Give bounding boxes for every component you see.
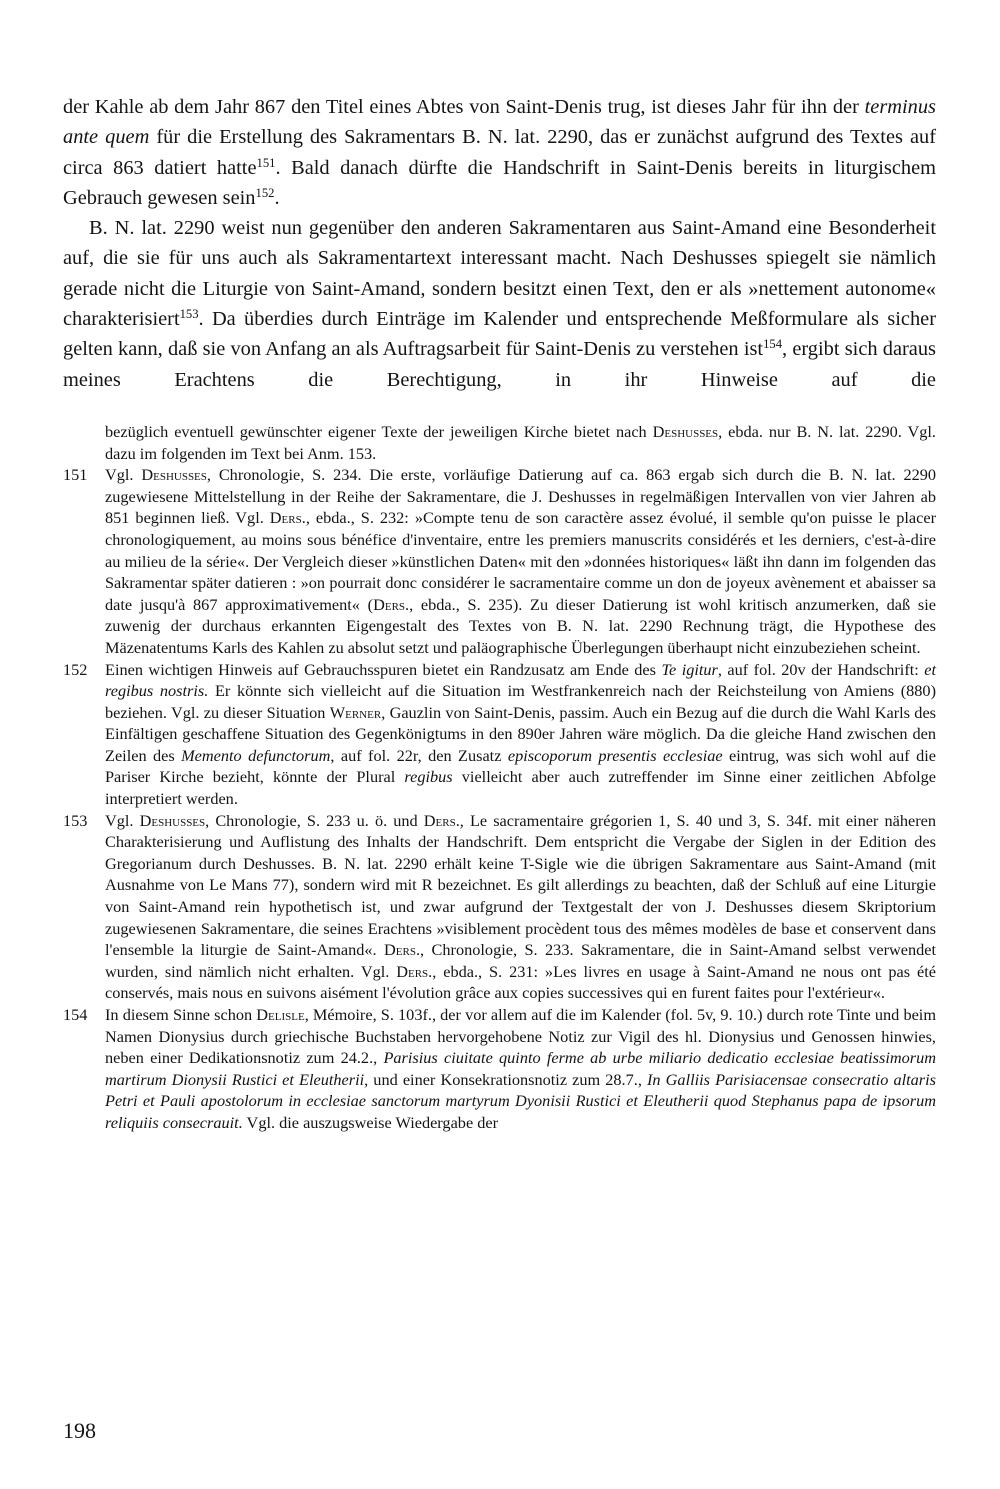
italic-run: terminus ante quem [63,96,936,149]
text-run: für die Erstellung des Sakramentars B. N. lat. 2290, das er zunächst aufgrund des Textes auf circa 863 datiert hatte [63,126,937,179]
text-run: eintrug, was sich wohl auf die Pariser Kirche bezieht, könnte der Plural [105,745,936,787]
text-run: Vgl. [105,810,140,830]
text-run: , auf fol. 22r, den Zusatz [330,745,508,765]
text-run: , Chronologie, S. 233. Sakramentare, die in Saint-Amand selbst verwendet wurden, sind nämlich nicht erhalten. Vgl. [105,940,937,981]
text-run: , ebda., S. 235). Zu dieser Datierung ist wohl kritisch anzumerken, daß sie zuwenig der durchaus erkannten Eigengestalt des Textes von B. N. lat. 2290 Rechnung trägt, die Hypothese des Mäzenatentums Karls des Kahlen zu absolut setzt und paläographische Überlegungen überhaupt nicht einzubeziehen scheint. [105,594,937,657]
author-name: Ders. [373,594,410,614]
footnote-ref-154[interactable]: 154 [763,337,783,352]
footnote-ref-152[interactable]: 152 [255,185,275,200]
italic-run: Memento defunctorum [181,745,331,765]
footnotes [63,421,936,1134]
text-run: Vgl. die auszugsweise Wiedergabe der [242,1112,499,1132]
paragraph-1 [63,92,936,213]
text-run: , auf fol. 20v der Handschrift: [717,659,925,679]
footnote-number: 153 [63,810,88,830]
text-run: , Le sacramentaire grégorien 1, S. 40 und 3, S. 34f. mit einer näheren Charakterisierung und Auflistung des Inhalts der Handschrift. Dem entspricht die Vergabe der Siglen in der Edition des Gregorianum durch Deshusses. B. N. lat. 2290 erhält keine T-Sigle wie die übrigen Sakramentare aus Saint-Amand (mit Ausnahme von Le Mans 77), sondern wird mit R bezeichnet. Es gilt allerdings zu beachten, daß der Schluß auf eine Liturgie von Saint-Amand rein hypothetisch ist, und zwar aufgrund der Textgestalt der von J. Deshusses diesem Skriptorium zugewiesenen Sakramentare, die seines Erachtens »visiblement procèdent tous des mêmes modèles de base et conservent dans l'ensemble la liturgie de Saint-Amand«. [105,810,936,960]
footnote-number: 152 [63,659,88,679]
footnote-ref-153[interactable]: 153 [179,307,199,322]
italic-run: Parisius ciuitate quinto ferme ab urbe miliario dedicatio ecclesiae beatissimorum martirum Dionysii Rustici et Eleutherii [105,1048,936,1089]
footnote-number: 154 [63,1005,88,1024]
author-name: Delisle [256,1005,305,1024]
italic-run: Te igitur [661,659,718,679]
text-run: , Chronologie, S. 233 u. ö. und [205,810,424,830]
author-name: Deshusses [141,465,207,485]
paragraph-2 [63,213,936,395]
text-run: bezüglich eventuell gewünschter eigener Texte der jeweiligen Kirche bietet nach [105,421,653,441]
text-run: der Kahle ab dem Jahr 867 den Titel eines Abtes von Saint-Denis trug, ist dieses Jahr für ihn der [63,96,865,118]
footnote-ref-151[interactable]: 151 [256,155,276,170]
text-run: B. N. lat. 2290 weist nun gegenüber den anderen Sakramentaren aus Saint-Amand eine Besonderheit auf, die sie für uns auch als Sakramentartext interessant macht. Nach Deshusses spiegelt sie nämlich gerade nicht die Liturgie von Saint-Amand, sondern besitzt einen Text, den er als »nettement autonome« charakterisiert [63,217,936,331]
italic-run: episcoporum presentis ecclesiae [507,745,723,765]
author-name: Werner [329,702,382,722]
text-run: , ebda., S. 232: »Compte tenu de son caractère assez évolué, il semble qu'on puisse le placer chronologiquement, au moins sous bénéfice d'inventaire, entre les premiers manuscrits considérés et les derniers, c'est-à-dire au milieu de la série«. Der Vergleich dieser »künstlichen Daten« mit den »données historiques« läßt ihn dann im folgenden das Sakramentar später datieren : »on pourrait donc considérer le sacramentaire comme un don de joyeux avènement et abaisser sa date jusqu'à 867 approximativement« ( [105,508,936,614]
italic-run: regibus [404,767,453,787]
text-run: , Mémoire, S. 103f., der vor allem auf die im Kalender (fol. 5v, 9. 10.) durch rote Tinte und beim Namen Dionysius durch griechische Buchstaben hervorgehobene Notiz zur Vigil des hl. Dionysius und Genossen hinwies, neben einer Dedikationsnotiz zum 24.2., [105,1005,936,1068]
text-run: Er könnte sich vielleicht auf die Situation im Westfrankenreich nach der Reichsteilung von Amiens (880) beziehen. Vgl. zu dieser Situation [105,681,936,722]
italic-run: et regibus nostris. [105,659,936,701]
text-run: In diesem Sinne schon [105,1005,257,1024]
footnote-151 [63,464,936,658]
author-name: Ders. [269,508,306,528]
author-name: Ders. [384,940,421,960]
text-run: , ebda. nur B. N. lat. 2290. Vgl. dazu im folgenden im Text bei Anm. 153. [105,421,936,463]
author-name: Deshusses [652,421,719,441]
text-run: , Chronologie, S. 234. Die erste, vorläufige Datierung auf ca. 863 ergab sich durch die B. N. lat. 2290 zugewiesene Mittelstellung in der Reihe der Sakramentare, die J. Deshusses in regelmäßigen Intervallen von vier Jahren ab 851 beginnen ließ. Vgl. [105,465,937,528]
text-run: . Da überdies durch Einträge im Kalender und entsprechende Meßformulare als sicher gelten kann, daß sie von Anfang an als Auftragsarbeit für Saint-Denis zu verstehen ist [63,308,936,361]
footnote-number: 151 [63,465,88,485]
footnote-153 [63,810,936,1004]
author-name: Ders. [396,961,433,981]
text-run: Vgl. [105,465,142,485]
text-run: . [274,186,280,209]
text-run: , Gauzlin von Saint-Denis, passim. Auch ein Bezug auf die durch die Wahl Karls des Einfältigen geschaffene Situation des Gegenkönigtums in den 890er Jahren wäre möglich. Da die gleiche Hand zwischen den Zeilen des [105,702,937,765]
page-number: 198 [63,1418,96,1443]
text-run: , ebda., S. 231: »Les livres en usage à Saint-Amand ne nous ont pas été conservés, mais nous en suivons aisément l'évolution grâce aux copies successives qui en furent faites pour l'extérieur«. [105,961,936,1003]
author-name: Deshusses [139,810,206,830]
author-name: Ders. [423,810,460,830]
text-run: , ergibt sich daraus meines Erachtens die Berechtigung, in ihr Hinweise auf die [63,338,936,391]
text-run: , und einer Konsekrationsnotiz zum 28.7., [364,1069,648,1089]
italic-run: In Galliis Parisiacensae consecratio altaris Petri et Pauli apostolorum in ecclesiae sanctorum martyrum Dyonisii Rustici et Eleutherii quod Stephanus papa de ipsorum reliquiis consecrauit. [105,1069,937,1132]
footnote-continuation [63,421,936,464]
main-text [63,92,936,395]
page-body [63,92,936,1134]
text-run: Einen wichtigen Hinweis auf Gebrauchsspuren bietet ein Randzusatz am Ende des [105,659,662,679]
text-run: vielleicht aber auch zutreffender im Sinne einer zeitlichen Abfolge interpretiert werden. [105,767,937,809]
text-run: . Bald danach dürfte die Handschrift in Saint-Denis bereits in liturgischem Gebrauch gewesen sein [63,156,936,209]
footnote-152 [63,659,936,810]
footnote-154 [63,1004,936,1134]
